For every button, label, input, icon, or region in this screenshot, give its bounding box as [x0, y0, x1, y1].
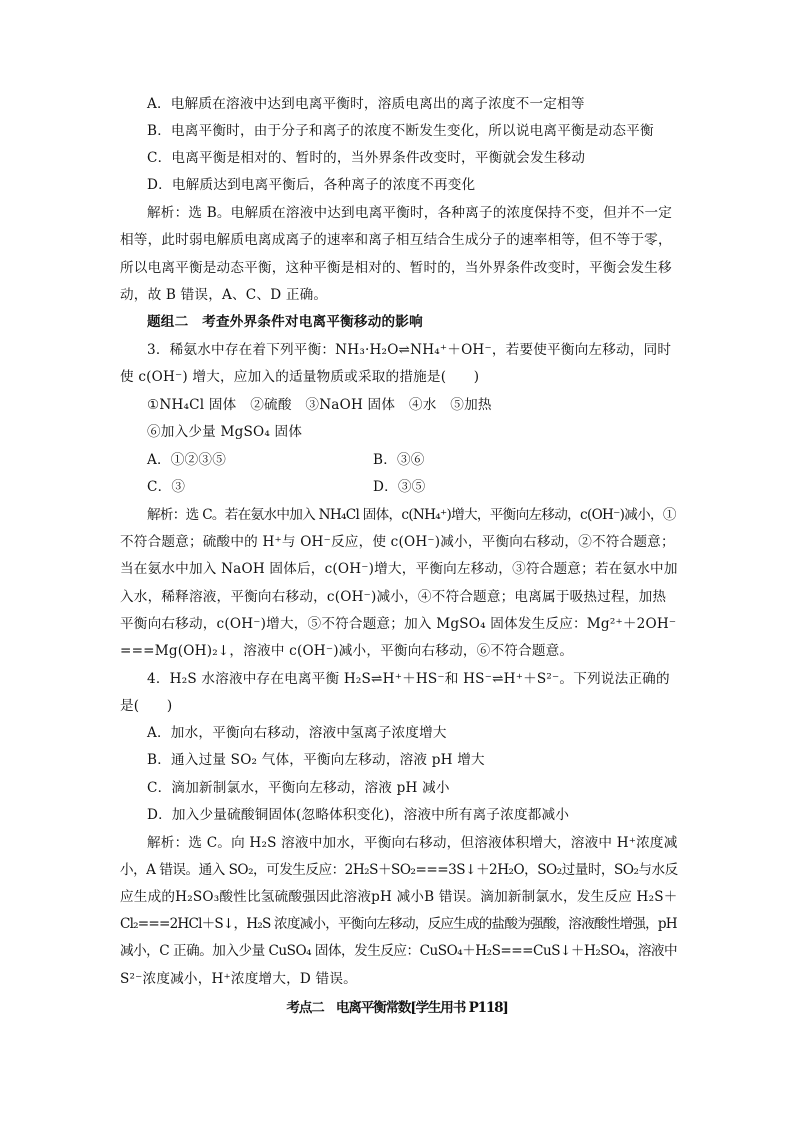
q2-analysis-line: 动，故 B 错误，A、C、D 正确。 — [120, 287, 328, 303]
q3-items-line: ⑥加入少量 MgSO₄ 固体 — [147, 424, 303, 440]
q2-option-b: B．电离平衡时，由于分子和离子的浓度不断发生变化，所以说电离平衡是动态平衡 — [147, 123, 654, 139]
q3-analysis-line: 平衡向右移动，c(OH⁻)增大，⑤不符合题意；加入 MgSO₄ 固体发生反应：Mg²⁺＋2OH⁻ — [120, 616, 677, 632]
q3-option-b: B．③⑥ — [373, 452, 425, 468]
q3-stem-line: 3．稀氨水中存在着下列平衡：NH₃·H₂O⇌NH₄⁺＋OH⁻，若要使平衡向左移动，同时 — [147, 342, 672, 358]
q2-option-c: C．电离平衡是相对的、暂时的，当外界条件改变时，平衡就会发生移动 — [147, 150, 586, 166]
q2-option-a: A．电解质在溶液中达到电离平衡时，溶质电离出的离子浓度不一定相等 — [147, 96, 585, 112]
section-heading: 考点二 电离平衡常数[学生用书 P118] — [286, 1000, 508, 1016]
q4-stem-line: 4．H₂S 水溶液中存在电离平衡 H₂S⇌H⁺＋HS⁻和 HS⁻⇌H⁺＋S²⁻。下列说法正确的 — [147, 671, 670, 687]
q3-analysis-line: ===Mg(OH)₂↓，溶液中 c(OH⁻)减小，平衡向右移动，⑥不符合题意。 — [120, 643, 574, 659]
q3-option-d: D．③⑤ — [373, 479, 426, 495]
q2-analysis-line: 解析：选 B。电解质在溶液中达到电离平衡时，各种离子的浓度保持不变，但并不一定 — [147, 205, 673, 221]
q2-analysis-line: 相等，此时弱电解质电离成离子的速率和离子相互结合生成分子的速率相等，但不等于零， — [120, 232, 672, 248]
q4-analysis-line: 小，A 错误。通入 SO₂，可发生反应：2H₂S＋SO₂===3S↓＋2H₂O，SO₂过量时，SO₂与水反 — [120, 862, 678, 878]
q4-option-d: D．加入少量硫酸铜固体(忽略体积变化)，溶液中所有离子浓度都减小 — [147, 807, 570, 823]
q4-analysis-line: Cl₂===2HCl＋S↓，H₂S 浓度减小，平衡向左移动，反应生成的盐酸为强酸，溶液酸性增强，pH — [120, 916, 677, 932]
q3-option-c: C．③ — [147, 479, 186, 495]
q4-analysis-line: 解析：选 C。向 H₂S 溶液中加水，平衡向右移动，但溶液体积增大，溶液中 H⁺浓度减 — [147, 835, 678, 851]
q4-stem-line: 是( ) — [120, 698, 173, 714]
q4-option-c: C．滴加新制氯水，平衡向左移动，溶液 pH 减小 — [147, 780, 450, 796]
q3-analysis-line: 当在氨水中加入 NaOH 固体后，c(OH⁻)增大，平衡向左移动，③符合题意；若在氨水中加 — [120, 561, 678, 577]
q2-analysis-line: 所以电离平衡是动态平衡，这种平衡是相对的、暂时的，当外界条件改变时，平衡会发生移 — [120, 260, 672, 276]
q4-option-a: A．加水，平衡向右移动，溶液中氢离子浓度增大 — [147, 725, 447, 741]
q3-stem-line: 使 c(OH⁻) 增大，应加入的适量物质或采取的措施是( ) — [120, 369, 480, 385]
group-heading: 题组二 考查外界条件对电离平衡移动的影响 — [147, 314, 423, 330]
q3-option-a: A．①②③⑤ — [147, 452, 226, 468]
q4-analysis-line: S²⁻浓度减小，H⁺浓度增大，D 错误。 — [120, 971, 357, 987]
q3-analysis-line: 不符合题意；硫酸中的 H⁺与 OH⁻反应，使 c(OH⁻)减小，平衡向右移动，②不符合题意； — [120, 534, 675, 550]
q3-analysis-line: 入水，稀释溶液，平衡向右移动，c(OH⁻)减小，④不符合题意；电离属于吸热过程，加热 — [120, 589, 667, 605]
q3-analysis-line: 解析：选 C。若在氨水中加入 NH₄Cl 固体，c(NH₄⁺)增大，平衡向左移动，c(OH⁻)减小，① — [147, 507, 676, 523]
q2-option-d: D．电解质达到电离平衡后，各种离子的浓度不再变化 — [147, 177, 476, 193]
q4-analysis-line: 减小，C 正确。加入少量 CuSO₄ 固体，发生反应：CuSO₄＋H₂S===CuS↓＋H₂SO₄，溶液中 — [120, 943, 678, 959]
q4-analysis-line: 应生成的H₂SO₃酸性比氢硫酸强因此溶液pH 减小B 错误。滴加新制氯水，发生反应 H₂S＋ — [120, 889, 678, 905]
q4-option-b: B．通入过量 SO₂ 气体，平衡向左移动，溶液 pH 增大 — [147, 752, 485, 768]
q3-items-line: ①NH₄Cl 固体 ②硫酸 ③NaOH 固体 ④水 ⑤加热 — [147, 397, 492, 413]
